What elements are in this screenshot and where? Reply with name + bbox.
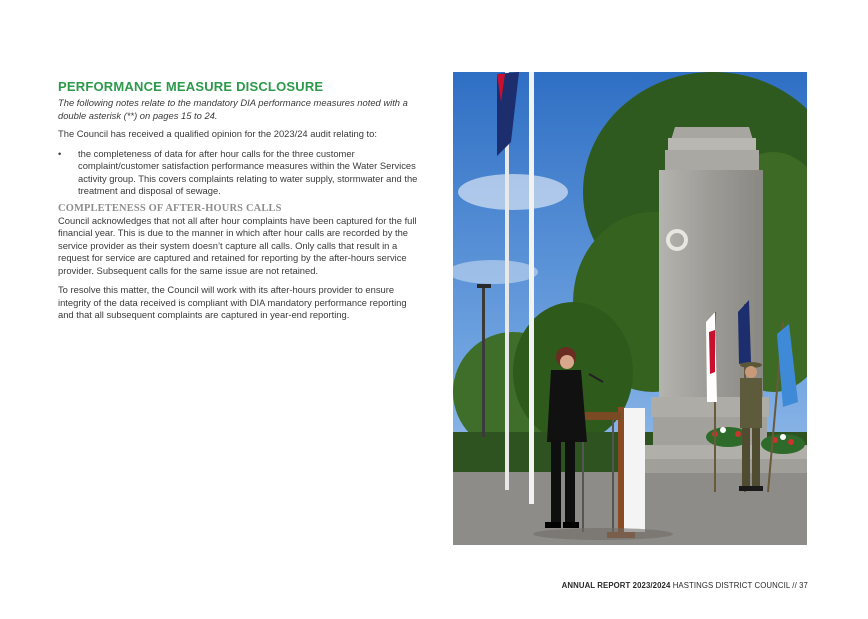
page-heading: PERFORMANCE MEASURE DISCLOSURE	[58, 79, 324, 94]
opinion-paragraph: The Council has received a qualified opinion for the 2023/24 audit relating to:	[58, 128, 377, 139]
bullet-list	[58, 148, 418, 198]
left-column	[58, 79, 418, 329]
bullet-marker: •	[58, 147, 62, 159]
footer-separator: //	[792, 581, 797, 590]
completeness-paragraph-2: To resolve this matter, the Council will work with its after-hours provider to ensure integrity of the data received is compliant with DIA mandatory performance reporting and that all subsequent complaints are captured in year-end reporting.	[58, 284, 407, 320]
cenotaph-photo	[453, 72, 807, 545]
footer-report-title: ANNUAL REPORT 2023/2024	[561, 581, 671, 590]
completeness-paragraph-1: Council acknowledges that not all after hour complaints have been captured for the full financial year. This is due to the manner in which after hour calls are recorded by the service provider as their system doesn’t capture all calls. Only calls that result in a request for service are captured and retained for reporting by the after-hours service provider. Subsequent calls for the same issue are not retained.	[58, 214, 417, 276]
list-item	[58, 148, 418, 198]
page-footer	[562, 581, 808, 590]
list-item-text: the completeness of data for after hour calls for the three customer complaint/customer satisfaction performance measures within the Water Services activity group. This covers complaints relating to water supply, stormwater and the treatment and disposal of sewage.	[78, 147, 418, 196]
intro-note: The following notes relate to the mandatory DIA performance measures noted with a double asterisk (**) on pages 15 to 24.	[58, 97, 408, 121]
photo-illustration	[453, 72, 807, 545]
footer-council-name: HASTINGS DISTRICT COUNCIL	[672, 581, 791, 590]
section-subheading: COMPLETENESS OF AFTER-HOURS CALLS	[58, 202, 282, 214]
page-number: 37	[799, 581, 808, 590]
